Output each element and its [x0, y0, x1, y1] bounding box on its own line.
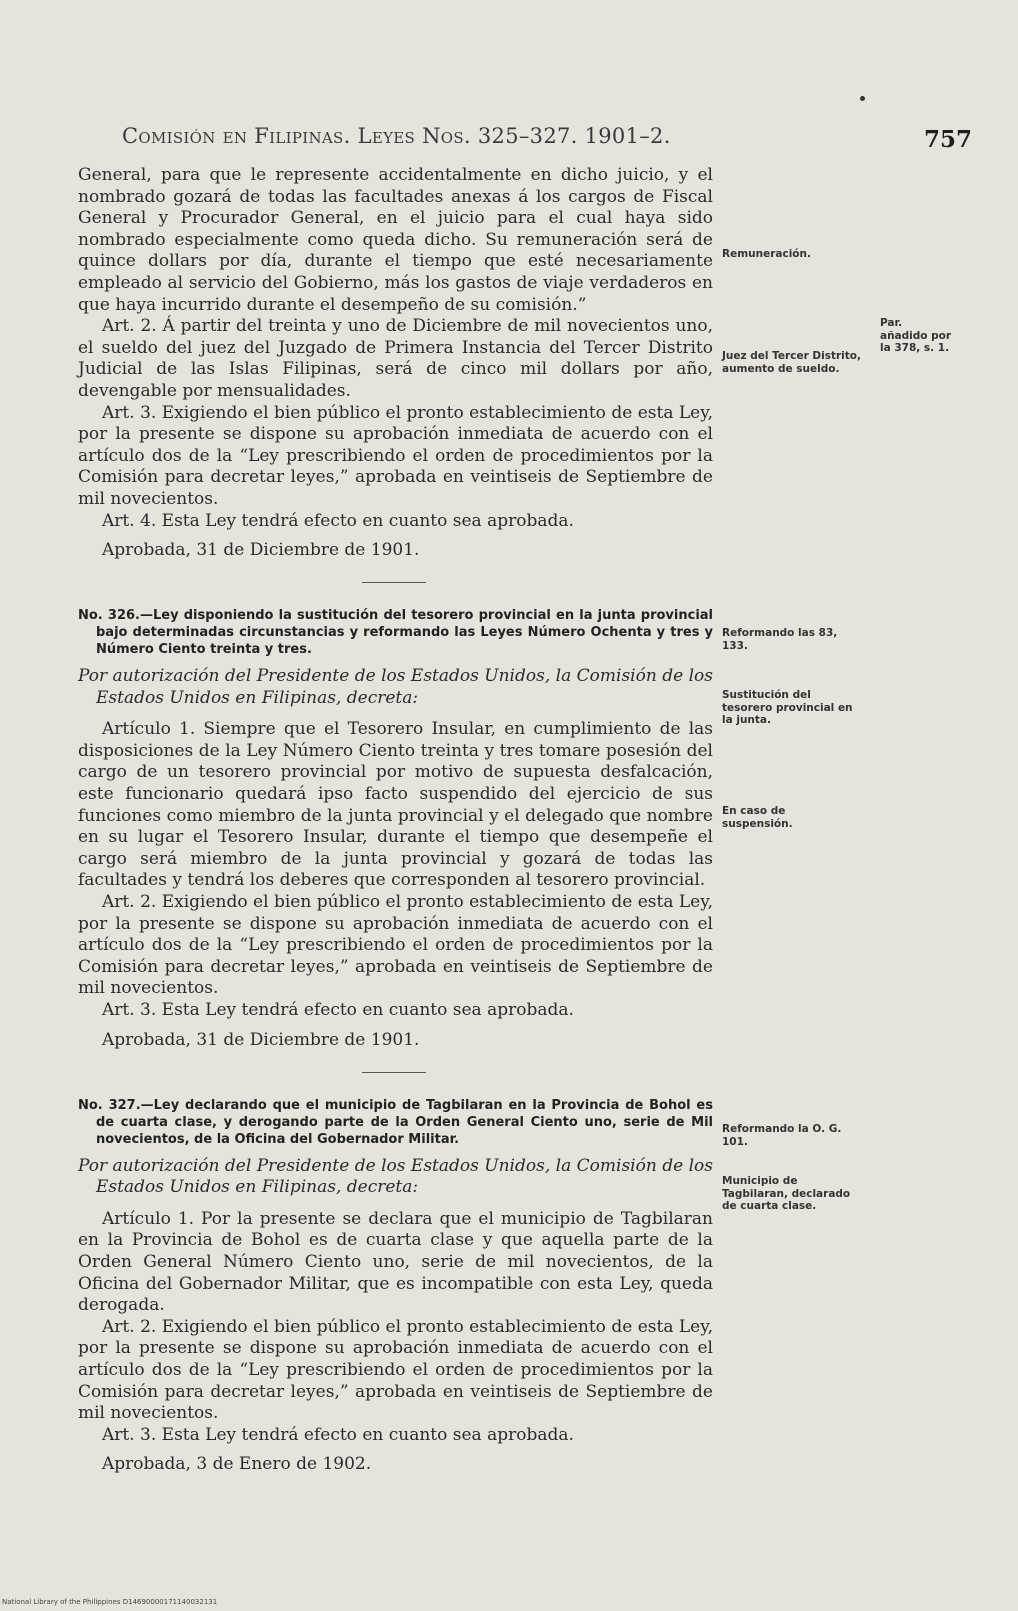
law-title: No. 326.—Ley disponiendo la sustitución del tesorero provincial en la junta provincial bajo determinadas circunstancias y reformando las Leyes Número Ochenta y tres y Número Ciento treinta y tres. — [78, 608, 713, 658]
margin-note-sustitucion-tesorero: Sustitución del tesorero provincial en la junta. — [722, 689, 853, 726]
article-3: Art. 3. Exigiendo el bien público el pronto establecimiento de esta Ley, por la presente se dispone su aprobación inmediata de acuerdo con el artículo dos de la “Ley prescribiendo el orden de procedimientos por la Comisión para decretar leyes,” aprobada en veintiseis de Septiembre de mil novecientos. — [78, 402, 713, 509]
section-divider — [362, 582, 426, 583]
enacting-clause: Por autorización del Presidente de los Estados Unidos, la Comisión de los Estados Unidos en Filipinas, decreta: — [78, 1155, 713, 1198]
page-number: 757 — [923, 126, 972, 153]
article-1: Artículo 1. Por la presente se declara que el municipio de Tagbilaran en la Provincia de Bohol es de cuarta clase y que aquella parte de la Orden General Número Ciento uno, serie de mil novecientos, de la Oficina del Gobernador Militar, que es incompatible con esta Ley, queda derogada. — [78, 1208, 713, 1316]
page-header — [122, 122, 988, 162]
paragraph-continuation: General, para que le represente accidentalmente en dicho juicio, y el nombrado gozará de todas las facultades anexas á los cargos de Fiscal General y Procurador General, en el juicio para el cual haya sido nombrado especialmente como queda dicho. Su remuneración será de quince dollars por día, durante el tiempo que esté necesariamente empleado al servicio del Gobierno, más los gastos de viaje verdaderos en que haya incurrido durante el desempeño de su comisión.” — [78, 165, 713, 315]
law-327 — [78, 1097, 713, 1475]
approval-date: Aprobada, 31 de Diciembre de 1901. — [102, 540, 420, 561]
approval-date: Aprobada, 31 de Diciembre de 1901. — [102, 1029, 420, 1050]
law-title: No. 327.—Ley declarando que el municipio de Tagbilaran en la Provincia de Bohol es de cuarta clase, y derogando parte de la Orden General Ciento uno, serie de Mil novecientos, de la Oficina del Gobernador Militar. — [78, 1097, 713, 1147]
margin-note-remuneracion: Remuneración. — [722, 248, 811, 260]
margin-note-reformando-og: Reformando la O. G. 101. — [722, 1123, 842, 1148]
enacting-clause: Por autorización del Presidente de los Estados Unidos, la Comisión de los Estados Unidos en Filipinas, decreta: — [78, 666, 713, 708]
article-1: Artículo 1. Siempre que el Tesorero Insular, en cumplimiento de las disposiciones de la Ley Número Ciento treinta y tres tomare posesión del cargo de un tesorero provincial por motivo de supuesta desfalcación, este funcionario quedará ipso facto suspendido del ejercicio de sus funciones como miembro de la junta provincial y el delegado que nombre en su lugar el Tesorero Insular, durante el tiempo que desempeñe el cargo será miembro de la junta provincial y gozará de todas las facultades y tendrá los deberes que corresponden al tesorero provincial. — [78, 719, 713, 891]
margin-note-par-anadido: Par. añadido por la 378, s. 1. — [880, 317, 952, 354]
margin-note-reformando-leyes: Reformando las 83, 133. — [722, 627, 838, 652]
article-2: Art. 2. Exigiendo el bien público el pronto establecimiento de esta Ley, por la presente se dispone su aprobación inmediata de acuerdo con el artículo dos de la “Ley prescribiendo el orden de procedimientos por la Comisión para decretar leyes,” aprobada en veintiseis de Septiembre de mil novecientos. — [78, 892, 713, 999]
article-3: Art. 3. Esta Ley tendrá efecto en cuanto sea aprobada. — [102, 1000, 574, 1020]
section-divider — [362, 1072, 426, 1073]
article-3: Art. 3. Esta Ley tendrá efecto en cuanto sea aprobada. — [102, 1424, 574, 1445]
margin-note-caso-suspension: En caso de suspensión. — [722, 805, 793, 830]
article-4: Art. 4. Esta Ley tendrá efecto en cuanto sea aprobada. — [102, 510, 574, 531]
article-2: Art. 2. Á partir del treinta y uno de Diciembre de mil novecientos uno, el sueldo del juez del Juzgado de Primera Instancia del Tercer Distrito Judicial de las Islas Filipinas, será de cinco mil dollars por año, devengable por mensualidades. — [78, 316, 713, 401]
margin-note-tagbilaran: Municipio de Tagbilaran, declarado de cuarta clase. — [722, 1175, 851, 1212]
law-325-continuation — [78, 165, 713, 560]
article-2: Art. 2. Exigiendo el bien público el pronto establecimiento de esta Ley, por la presente se dispone su aprobación inmediata de acuerdo con el artículo dos de la “Ley prescribiendo el orden de procedimientos por la Comisión para decretar leyes,” aprobada en veintiseis de Septiembre de mil novecientos. — [78, 1316, 713, 1424]
ink-speck — [860, 96, 865, 101]
approval-date: Aprobada, 3 de Enero de 1902. — [102, 1454, 372, 1475]
running-head: Comisión en Filipinas. Leyes Nos. 325–327. 1901–2. — [122, 124, 671, 148]
main-text-column — [78, 165, 713, 1474]
law-326 — [78, 607, 713, 1050]
margin-note-juez-tercer-distrito: Juez del Tercer Distrito, aumento de sueldo. — [722, 350, 861, 375]
scan-credit: National Library of the Philippines D14690000171140032131 — [2, 1598, 218, 1606]
